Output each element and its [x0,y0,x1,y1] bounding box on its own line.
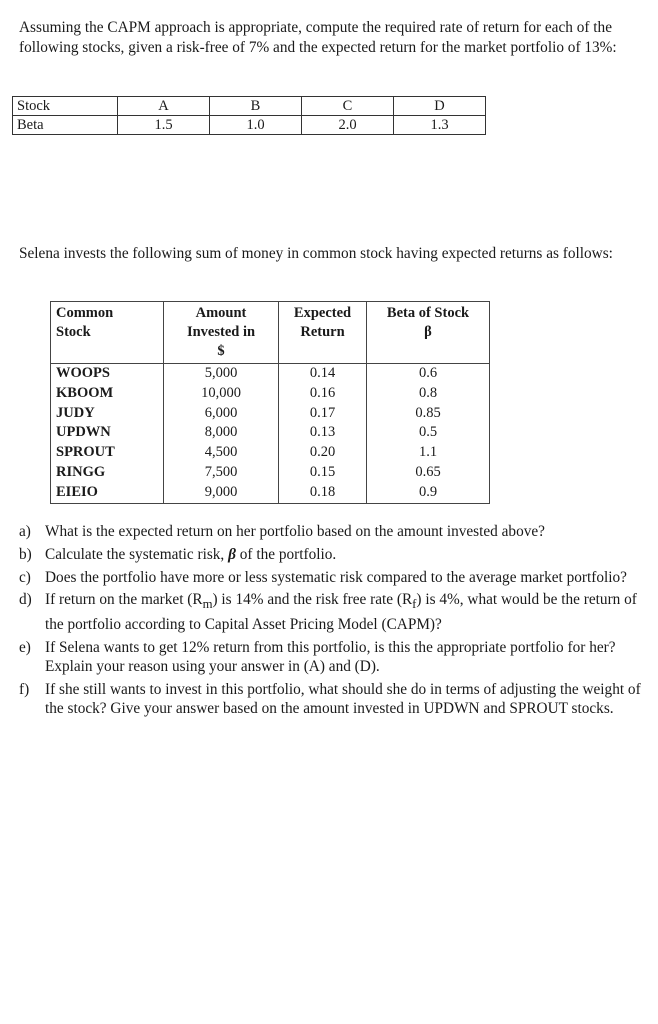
header-text: Beta of Stock [386,305,470,321]
expected-return: 0.14 [279,364,367,384]
table-row [51,364,490,384]
beta-c: 2.0 [302,116,394,135]
beta-d: 1.3 [394,116,486,135]
stock-name: UPDWN [51,423,164,443]
expected-return: 0.13 [279,423,367,443]
question-text: Does the portfolio have more or less systematic risk compared to the average market portfolio? [45,568,627,586]
question-marker: e) [19,638,31,656]
expected-return: 0.15 [279,463,367,483]
beta: 0.85 [367,404,490,424]
amount: 5,000 [164,364,279,384]
amount: 8,000 [164,423,279,443]
stock-name: EIEIO [51,483,164,503]
question-marker: f) [19,680,30,698]
amount: 7,500 [164,463,279,483]
header-text: Expected [293,305,352,321]
beta-a: 1.5 [118,116,210,135]
header-amount-invested [164,302,279,364]
header-common-stock [51,302,164,364]
question-text: If Selena wants to get 12% return from this portfolio, is this the appropriate portfolio for her? Explain your reason using your answer in (A) and (D). [45,638,616,675]
beta: 0.65 [367,463,490,483]
table-row [51,404,490,424]
stock-c: C [302,97,394,116]
question-e [19,638,645,677]
subscript-m: m [202,597,213,612]
table-row [51,463,490,483]
expected-return: 0.18 [279,483,367,503]
stock-name: RINGG [51,463,164,483]
beta-table [12,96,486,135]
beta: 0.8 [367,384,490,404]
question-marker: a) [19,523,31,540]
table-row [51,483,490,503]
header-beta [367,302,490,364]
question-text: ) is 4%, what would be the return of the portfolio according to Capital Asset Pricing Model (CAPM)? [45,591,637,633]
expected-return: 0.16 [279,384,367,404]
stock-row [13,97,486,116]
beta: 0.9 [367,483,490,503]
question-text: ) is 14% and the risk free rate (R [212,591,413,609]
header-text: Common [56,305,114,321]
header-text: β [424,324,432,340]
stock-label: Stock [13,97,118,116]
question-text: If return on the market (R [45,591,203,609]
table-row [51,423,490,443]
question-a [19,522,645,541]
header-text: Amount [195,305,247,321]
beta-row [13,116,486,135]
subscript-f: f [412,597,417,612]
header-expected-return [279,302,367,364]
stock-name: WOOPS [51,364,164,384]
question-text: What is the expected return on her portfolio based on the amount invested above? [45,523,545,540]
question-text: If she still wants to invest in this portfolio, what should she do in terms of adjusting the weight of the stock? Give your answer based on the amount invested in UPDWN and SPROUT stocks. [45,680,641,717]
expected-return: 0.20 [279,443,367,463]
beta-symbol: β [228,545,236,563]
beta: 1.1 [367,443,490,463]
beta-label: Beta [13,116,118,135]
question-b [19,545,645,564]
question-c [19,568,645,587]
stock-d: D [394,97,486,116]
table-row [51,443,490,463]
question-d [19,590,645,634]
question-marker: d) [19,591,32,609]
beta: 0.5 [367,423,490,443]
header-text: Return [300,324,345,340]
expected-return: 0.17 [279,404,367,424]
header-text: $ [217,343,225,359]
stock-a: A [118,97,210,116]
stock-name: KBOOM [51,384,164,404]
amount: 9,000 [164,483,279,503]
stock-b: B [210,97,302,116]
question-text: of the portfolio. [235,545,337,563]
portfolio-header-row [51,302,490,364]
question-list [19,522,645,722]
question-marker: b) [19,545,32,563]
question-text: Calculate the systematic risk, [45,545,229,563]
beta-b: 1.0 [210,116,302,135]
amount: 6,000 [164,404,279,424]
question-marker: c) [19,568,31,586]
amount: 4,500 [164,443,279,463]
table-row [51,384,490,404]
portfolio-table [50,301,490,504]
problem1-text: Assuming the CAPM approach is appropriate, compute the required rate of return for each of the following stocks, given a risk-free of 7% and the expected return for the market portfolio of 13%: [19,19,617,56]
amount: 10,000 [164,384,279,404]
header-text: Stock [56,324,91,340]
problem2-intro: Selena invests the following sum of money in common stock having expected returns as follows: [19,245,613,262]
beta: 0.6 [367,364,490,384]
header-text: Invested in [186,324,256,340]
question-f [19,680,645,719]
stock-name: SPROUT [51,443,164,463]
stock-name: JUDY [51,404,164,424]
